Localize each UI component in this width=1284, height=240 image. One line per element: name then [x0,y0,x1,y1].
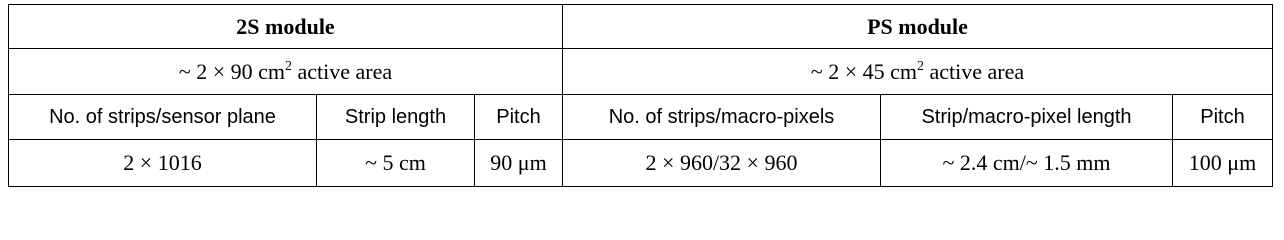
active-area-ps-suffix: active area [924,58,1025,84]
column-header-ps-strips: No. of strips/macro-pixels [563,95,881,140]
value-row [9,140,1273,187]
value-ps-length: ~ 2.4 cm/~ 1.5 mm [881,140,1173,187]
module-table-container [8,4,1273,187]
value-2s-strips: 2 × 1016 [9,140,317,187]
column-header-ps-length: Strip/macro-pixel length [881,95,1173,140]
active-area-2s-prefix: ~ 2 × 90 cm [178,58,286,84]
column-header-ps-pitch: Pitch [1173,95,1273,140]
group-title-2s: 2S module [9,5,563,49]
active-area-2s [9,49,563,95]
active-area-2s-suffix: active area [292,58,393,84]
active-area-2s-exponent: 2 [285,58,293,74]
value-2s-pitch: 90 μm [475,140,563,187]
group-title-ps: PS module [563,5,1273,49]
active-area-ps-prefix: ~ 2 × 45 cm [810,58,918,84]
value-2s-length: ~ 5 cm [317,140,475,187]
value-ps-pitch: 100 μm [1173,140,1273,187]
active-area-ps-exponent: 2 [917,58,925,74]
column-header-row [9,95,1273,140]
column-header-2s-pitch: Pitch [475,95,563,140]
column-header-2s-length: Strip length [317,95,475,140]
group-header-row [9,5,1273,49]
module-comparison-table [8,4,1273,187]
value-ps-strips: 2 × 960/32 × 960 [563,140,881,187]
active-area-ps [563,49,1273,95]
column-header-2s-strips: No. of strips/sensor plane [9,95,317,140]
active-area-row [9,49,1273,95]
